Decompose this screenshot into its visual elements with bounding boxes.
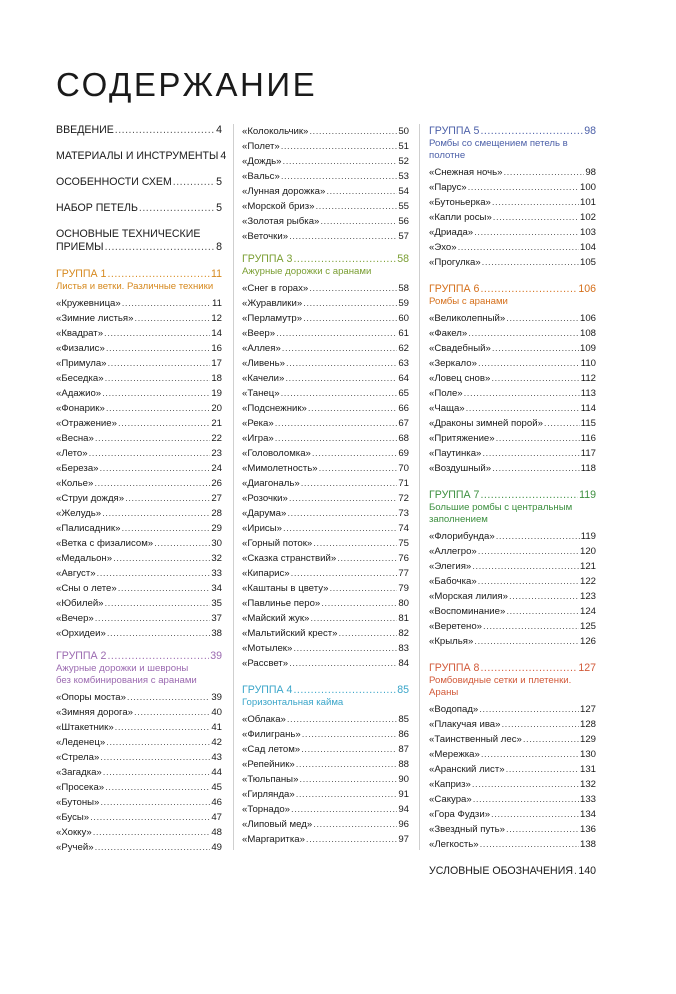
toc-entry[interactable]: «Колокольчик» ..... 50 xyxy=(242,124,409,139)
toc-entry[interactable]: «Хокку» ..... 48 xyxy=(56,825,222,840)
toc-entry[interactable]: «Воспоминание» ..... 124 xyxy=(429,604,596,619)
toc-entry[interactable]: НАБОР ПЕТЕЛЬ ..... 5 xyxy=(56,202,222,215)
toc-entry[interactable]: «Элегия» ..... 121 xyxy=(429,559,596,574)
group-1-heading[interactable]: ГРУППА 1 ..... 11 xyxy=(56,267,222,281)
toc-entry[interactable]: «Горный поток» ..... 75 xyxy=(242,536,409,551)
toc-entry[interactable]: «Дождь» ..... 52 xyxy=(242,154,409,169)
toc-entry[interactable]: «Чаща» ..... 114 xyxy=(429,401,596,416)
group-3-heading[interactable]: ГРУППА 3 ..... 58 xyxy=(242,252,409,266)
toc-entry[interactable]: «Сакура» ..... 133 xyxy=(429,792,596,807)
toc-entry[interactable]: «Притяжение» ..... 116 xyxy=(429,431,596,446)
toc-entry[interactable]: «Отражение» ..... 21 xyxy=(56,416,222,431)
toc-entry[interactable]: «Зеркало» ..... 110 xyxy=(429,356,596,371)
toc-entry[interactable]: «Береза» ..... 24 xyxy=(56,461,222,476)
page-title: СОДЕРЖАНИЕ xyxy=(56,66,318,103)
toc-entry[interactable]: «Легкость» ..... 138 xyxy=(429,837,596,852)
group-5-subtitle: Ромбы со смещением петель в полотне xyxy=(429,138,568,161)
toc-column-3 xyxy=(429,124,596,879)
toc-entry[interactable]: «Морская лилия» ..... 123 xyxy=(429,589,596,604)
toc-entry[interactable]: «Загадка» ..... 44 xyxy=(56,765,222,780)
toc-entry[interactable]: «Звездный путь» ..... 136 xyxy=(429,822,596,837)
toc-entry[interactable]: «Розочки» ..... 72 xyxy=(242,491,409,506)
toc-entry[interactable]: «Вальс» ..... 53 xyxy=(242,169,409,184)
toc-entry[interactable]: «Аллея» ..... 62 xyxy=(242,341,409,356)
toc-entry[interactable]: «Флорибунда» ..... 119 xyxy=(429,529,596,544)
group-6-list xyxy=(429,311,596,476)
toc-entry[interactable]: «Лето» ..... 23 xyxy=(56,446,222,461)
group-5-list xyxy=(429,165,596,270)
toc-entry[interactable]: «Леденец» ..... 42 xyxy=(56,735,222,750)
toc-entry[interactable]: «Каприз» ..... 132 xyxy=(429,777,596,792)
toc-entry[interactable]: «Вечер» ..... 37 xyxy=(56,611,222,626)
toc-entry[interactable]: «Аллегро» ..... 120 xyxy=(429,544,596,559)
toc-entry[interactable]: «Маргаритка» ..... 97 xyxy=(242,832,409,847)
toc-entry[interactable]: «Майский жук» ..... 81 xyxy=(242,611,409,626)
toc-entry[interactable]: ОСОБЕННОСТИ СХЕМ ..... 5 xyxy=(56,176,222,189)
toc-entry[interactable]: «Эхо» ..... 104 xyxy=(429,240,596,255)
toc-entry[interactable]: «Медальон» ..... 32 xyxy=(56,551,222,566)
column-divider xyxy=(233,124,234,850)
toc-section-intro xyxy=(56,124,222,137)
toc-entry[interactable]: «Воздушный» ..... 118 xyxy=(429,461,596,476)
group-6-heading[interactable]: ГРУППА 6 ..... 106 xyxy=(429,282,596,296)
toc-entry[interactable]: «Мотылек» ..... 83 xyxy=(242,641,409,656)
toc-entry[interactable]: «Дриада» ..... 103 xyxy=(429,225,596,240)
toc-entry[interactable]: «Река» ..... 67 xyxy=(242,416,409,431)
toc-entry[interactable]: «Журавлики» ..... 59 xyxy=(242,296,409,311)
toc-entry[interactable]: «Кипарис» ..... 77 xyxy=(242,566,409,581)
toc-entry[interactable]: «Танец» ..... 65 xyxy=(242,386,409,401)
toc-entry[interactable]: «Диагональ» ..... 71 xyxy=(242,476,409,491)
toc-entry[interactable]: «Репейник» ..... 88 xyxy=(242,757,409,772)
toc-entry[interactable]: «Сказка странствий» ..... 76 xyxy=(242,551,409,566)
toc-entry[interactable]: «Филигрань» ..... 86 xyxy=(242,727,409,742)
toc-entry[interactable]: «Ветка с физалисом» ..... 30 xyxy=(56,536,222,551)
toc-column-1 xyxy=(56,124,227,855)
toc-entry[interactable]: «Гора Фудзи» ..... 134 xyxy=(429,807,596,822)
group-1-subtitle: Листья и ветки. Различные техники xyxy=(56,281,214,292)
toc-entry[interactable]: «Физалис» ..... 16 xyxy=(56,341,222,356)
toc-entry[interactable]: «Торнадо» ..... 94 xyxy=(242,802,409,817)
toc-entry[interactable]: «Ирисы» ..... 74 xyxy=(242,521,409,536)
toc-entry[interactable]: «Ручей» ..... 49 xyxy=(56,840,222,855)
group-8-list xyxy=(429,702,596,852)
toc-entry[interactable]: «Ловец снов» ..... 112 xyxy=(429,371,596,386)
toc-entry[interactable]: «Струи дождя» ..... 27 xyxy=(56,491,222,506)
toc-entry[interactable]: «Рассвет» ..... 84 xyxy=(242,656,409,671)
toc-entry[interactable]: «Плакучая ива» ..... 128 xyxy=(429,717,596,732)
group-4-heading[interactable]: ГРУППА 4 ..... 85 xyxy=(242,683,409,697)
toc-entry[interactable]: «Август» ..... 33 xyxy=(56,566,222,581)
group-6-subtitle: Ромбы с аранами xyxy=(429,296,508,307)
toc-section-techniques[interactable]: ОСНОВНЫЕ ТЕХНИЧЕСКИЕ ПРИЕМЫ ..... 8 xyxy=(56,228,222,254)
toc-entry[interactable]: «Мальтийский крест» ..... 82 xyxy=(242,626,409,641)
toc-entry[interactable]: «Подснежник» ..... 66 xyxy=(242,401,409,416)
group-4-list xyxy=(242,712,409,847)
toc-entry[interactable]: «Желудь» ..... 28 xyxy=(56,506,222,521)
toc-entry[interactable]: «Лунная дорожка» ..... 54 xyxy=(242,184,409,199)
toc-entry[interactable]: «Квадрат» ..... 14 xyxy=(56,326,222,341)
toc-entry[interactable]: «Стрела» ..... 43 xyxy=(56,750,222,765)
toc-entry-legend[interactable]: УСЛОВНЫЕ ОБОЗНАЧЕНИЯ ..... 140 xyxy=(429,864,596,879)
toc-entry[interactable]: «Таинственный лес» ..... 129 xyxy=(429,732,596,747)
toc-entry[interactable]: «Фонарик» ..... 20 xyxy=(56,401,222,416)
toc-entry[interactable]: «Перламутр» ..... 60 xyxy=(242,311,409,326)
group-1-list xyxy=(56,296,222,641)
group-7-heading[interactable]: ГРУППА 7 ..... 119 xyxy=(429,488,596,502)
toc-entry[interactable]: «Беседка» ..... 18 xyxy=(56,371,222,386)
toc-entry[interactable]: «Штакетник» ..... 41 xyxy=(56,720,222,735)
toc-entry[interactable]: «Капли росы» ..... 102 xyxy=(429,210,596,225)
toc-entry[interactable]: ВВЕДЕНИЕ ..... 4 xyxy=(56,124,222,137)
group-5-heading[interactable]: ГРУППА 5 ..... 98 xyxy=(429,124,596,138)
toc-entry[interactable]: «Мимолетность» ..... 70 xyxy=(242,461,409,476)
toc-entry[interactable]: «Весна» ..... 22 xyxy=(56,431,222,446)
toc-entry[interactable]: «Веер» ..... 61 xyxy=(242,326,409,341)
toc-entry[interactable]: «Веточки» ..... 57 xyxy=(242,229,409,244)
group-3-subtitle: Ажурные дорожки с аранами xyxy=(242,266,372,277)
group-2-subtitle: Ажурные дорожки и шевроны xyxy=(56,663,189,674)
toc-entry[interactable]: «Морской бриз» ..... 55 xyxy=(242,199,409,214)
group-3-list xyxy=(242,281,409,671)
group-7-subtitle: заполнением xyxy=(429,514,488,525)
toc-entry[interactable]: «Прогулка» ..... 105 xyxy=(429,255,596,270)
toc-entry[interactable]: «Водопад» ..... 127 xyxy=(429,702,596,717)
toc-entry[interactable]: «Опоры моста» ..... 39 xyxy=(56,690,222,705)
toc-entry[interactable]: «Свадебный» ..... 109 xyxy=(429,341,596,356)
group-7-list xyxy=(429,529,596,649)
toc-entry[interactable]: «Сад летом» ..... 87 xyxy=(242,742,409,757)
toc-entry[interactable]: «Крылья» ..... 126 xyxy=(429,634,596,649)
toc-entry[interactable]: «Игра» ..... 68 xyxy=(242,431,409,446)
toc-entry[interactable]: «Зимняя дорога» ..... 40 xyxy=(56,705,222,720)
toc-entry[interactable]: «Снежная ночь» ..... 98 xyxy=(429,165,596,180)
toc-entry[interactable]: «Бабочка» ..... 122 xyxy=(429,574,596,589)
toc-entry[interactable]: «Сны о лете» ..... 34 xyxy=(56,581,222,596)
toc-entry[interactable]: «Головоломка» ..... 69 xyxy=(242,446,409,461)
toc-entry[interactable]: «Палисадник» ..... 29 xyxy=(56,521,222,536)
toc-entry[interactable]: «Снег в горах» ..... 58 xyxy=(242,281,409,296)
toc-entry[interactable]: «Аранский лист» ..... 131 xyxy=(429,762,596,777)
toc-entry[interactable]: «Золотая рыбка» ..... 56 xyxy=(242,214,409,229)
toc-section-schemes xyxy=(56,176,222,189)
group-2-continued-list xyxy=(242,124,409,244)
toc-entry[interactable]: «Юбилей» ..... 35 xyxy=(56,596,222,611)
group-4-subtitle: Горизонтальная кайма xyxy=(242,697,344,708)
toc-entry[interactable]: «Бусы» ..... 47 xyxy=(56,810,222,825)
group-2-subtitle: без комбинирования с аранами xyxy=(56,675,197,686)
toc-column-2 xyxy=(242,124,409,847)
toc-entry[interactable]: «Липовый мед» ..... 96 xyxy=(242,817,409,832)
group-2-heading[interactable]: ГРУППА 2 ..... 39 xyxy=(56,649,222,663)
toc-entry[interactable]: «Бутоны» ..... 46 xyxy=(56,795,222,810)
toc-entry[interactable]: «Поле» ..... 113 xyxy=(429,386,596,401)
toc-entry[interactable]: «Орхидеи» ..... 38 xyxy=(56,626,222,641)
toc-entry[interactable]: «Паутинка» ..... 117 xyxy=(429,446,596,461)
toc-entry[interactable]: «Примула» ..... 17 xyxy=(56,356,222,371)
group-8-heading[interactable]: ГРУППА 8 ..... 127 xyxy=(429,661,596,675)
toc-entry[interactable]: «Факел» ..... 108 xyxy=(429,326,596,341)
toc-entry[interactable]: «Облака» ..... 85 xyxy=(242,712,409,727)
toc-entry[interactable]: «Дарума» ..... 73 xyxy=(242,506,409,521)
toc-entry[interactable]: «Мережка» ..... 130 xyxy=(429,747,596,762)
toc-entry[interactable]: «Просека» ..... 45 xyxy=(56,780,222,795)
toc-entry[interactable]: «Тюльпаны» ..... 90 xyxy=(242,772,409,787)
group-2-list xyxy=(56,690,222,855)
toc-entry[interactable]: «Веретено» ..... 125 xyxy=(429,619,596,634)
toc-entry[interactable]: «Ливень» ..... 63 xyxy=(242,356,409,371)
column-divider xyxy=(419,124,420,850)
toc-entry[interactable]: «Каштаны в цвету» ..... 79 xyxy=(242,581,409,596)
toc-entry[interactable]: «Полет» ..... 51 xyxy=(242,139,409,154)
toc-entry[interactable]: «Кружевница» ..... 11 xyxy=(56,296,222,311)
toc-entry[interactable]: «Парус» ..... 100 xyxy=(429,180,596,195)
group-8-subtitle: Ромбовидные сетки и плетенки. Араны xyxy=(429,675,572,698)
toc-entry[interactable]: «Качели» ..... 64 xyxy=(242,371,409,386)
toc-entry[interactable]: «Гирлянда» ..... 91 xyxy=(242,787,409,802)
toc-entry[interactable]: «Адажио» ..... 19 xyxy=(56,386,222,401)
toc-section-cast-on xyxy=(56,202,222,215)
toc-entry[interactable]: «Павлинье перо» ..... 80 xyxy=(242,596,409,611)
toc-entry[interactable]: «Бутоньерка» ..... 101 xyxy=(429,195,596,210)
toc-entry[interactable]: «Колье» ..... 26 xyxy=(56,476,222,491)
toc-entry[interactable]: «Великолепный» ..... 106 xyxy=(429,311,596,326)
group-7-subtitle: Большие ромбы с центральным xyxy=(429,502,573,513)
toc-entry[interactable]: «Зимние листья» ..... 12 xyxy=(56,311,222,326)
toc-section-materials xyxy=(56,150,227,163)
toc-entry[interactable]: МАТЕРИАЛЫ И ИНСТРУМЕНТЫ 4 xyxy=(56,150,227,162)
toc-entry[interactable]: «Драконы зимней порой» ..... 115 xyxy=(429,416,596,431)
